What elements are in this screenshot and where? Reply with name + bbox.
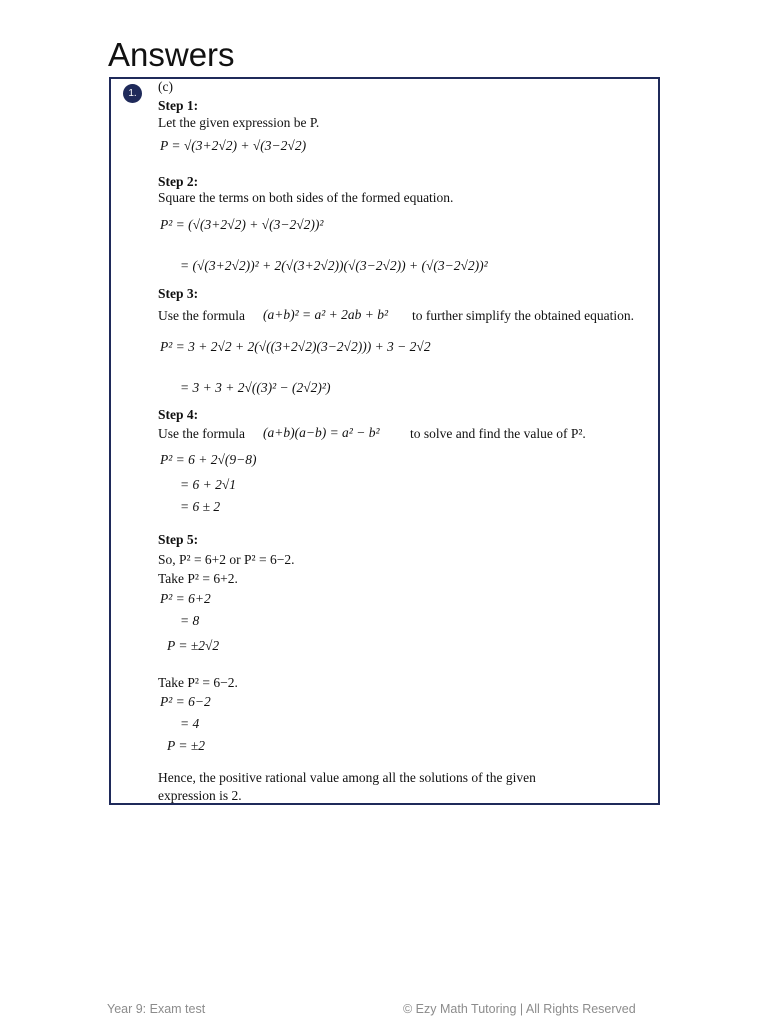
step-3-equation-1: P² = 3 + 2√2 + 2(√((3+2√2)(3−2√2))) + 3 − 2√2 [160,339,431,354]
question-number-badge: 1. [123,84,142,103]
step-4-equation-2: = 6 + 2√1 [180,477,237,492]
step-2-heading: Step 2: [158,174,199,189]
step-3-text-before: Use the formula [158,308,245,323]
footer-left: Year 9: Exam test [107,1002,206,1016]
step-5-case-2-line-2: = 4 [180,716,200,731]
step-5-case-1-line-3: P = ±2√2 [167,638,220,653]
step-4-text-after: to solve and find the value of P². [410,426,586,441]
step-1-equation: P = √(3+2√2) + √(3−2√2) [160,138,307,153]
answer-option: (c) [158,79,173,94]
step-5-case-1-line-1: P² = 6+2 [160,591,211,606]
step-1-heading: Step 1: [158,98,199,113]
step-4-equation-1: P² = 6 + 2√(9−8) [160,452,257,467]
step-5-take-1: Take P² = 6+2. [158,571,238,586]
step-2-equation-1: P² = (√(3+2√2) + √(3−2√2))² [160,217,324,232]
step-2-equation-2: = (√(3+2√2))² + 2(√(3+2√2))(√(3−2√2)) + (√(3−2√2))² [180,258,488,273]
footer-right: © Ezy Math Tutoring | All Rights Reserved [403,1002,636,1016]
step-4-text-before: Use the formula [158,426,245,441]
step-5-heading: Step 5: [158,532,199,547]
step-3-heading: Step 3: [158,286,199,301]
step-4-formula: (a+b)(a−b) = a² − b² [263,425,380,440]
page-title: Answers [108,36,235,73]
step-5-case-2-line-1: P² = 6−2 [160,694,211,709]
step-5-case-1-line-2: = 8 [180,613,200,628]
step-5-take-2: Take P² = 6−2. [158,675,238,690]
step-2-text: Square the terms on both sides of the formed equation. [158,190,454,205]
step-4-heading: Step 4: [158,407,199,422]
step-5-so-line: So, P² = 6+2 or P² = 6−2. [158,552,295,567]
conclusion-line-1: Hence, the positive rational value among all the solutions of the given [158,770,536,785]
step-4-equation-3: = 6 ± 2 [180,499,221,514]
step-3-text-after: to further simplify the obtained equation. [412,308,634,323]
step-3-formula: (a+b)² = a² + 2ab + b² [263,307,389,322]
step-5-case-2-line-3: P = ±2 [167,738,206,753]
step-1-text: Let the given expression be P. [158,115,320,130]
step-3-equation-2: = 3 + 3 + 2√((3)² − (2√2)²) [180,380,331,395]
conclusion-line-2: expression is 2. [158,788,242,803]
